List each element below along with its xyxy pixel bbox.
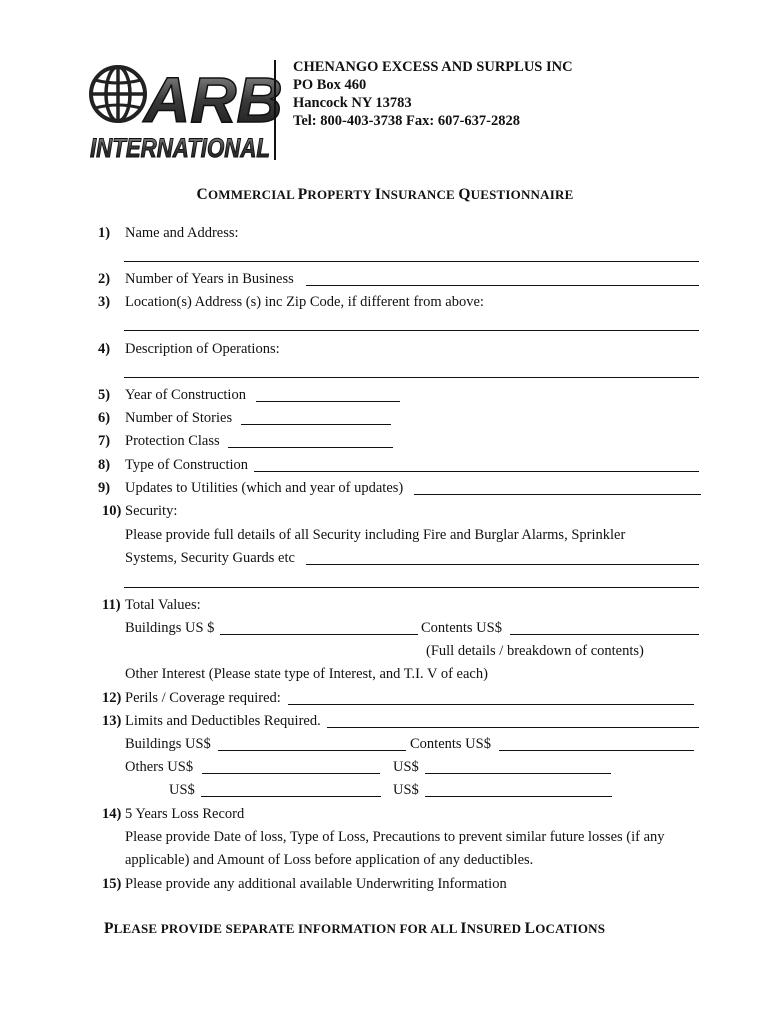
limits-us-field[interactable] <box>425 773 611 774</box>
footer-notice: PLEASE PROVIDE SEPARATE INFORMATION FOR ALL INSURED LOCATIONS <box>104 920 606 937</box>
limits-us-label: US$ <box>393 759 419 775</box>
question-number-stories: Number of Stories <box>125 410 233 426</box>
question-perils-coverage: Perils / Coverage required: <box>125 690 281 706</box>
company-po-box: PO Box 460 <box>293 77 367 93</box>
limits-us-field[interactable] <box>201 796 381 797</box>
arb-international-logo <box>88 58 288 162</box>
limits-us-label: US$ <box>393 782 419 798</box>
question-number: 5) <box>98 387 111 403</box>
globe-icon <box>88 58 288 162</box>
security-instructions-continued: Systems, Security Guards etc <box>125 550 295 566</box>
page-title: COMMERCIAL PROPERTY INSURANCE QUESTIONNAIRE <box>196 186 574 203</box>
years-in-business-field[interactable] <box>306 285 699 286</box>
limits-others-field[interactable] <box>202 773 380 774</box>
question-updates-utilities: Updates to Utilities (which and year of updates) <box>125 480 404 496</box>
limits-buildings-label: Buildings US$ <box>125 736 211 752</box>
contents-value-field[interactable] <box>510 634 699 635</box>
description-operations-field[interactable] <box>124 377 699 378</box>
protection-class-field[interactable] <box>228 447 393 448</box>
question-number: 3) <box>98 294 111 310</box>
limits-contents-field[interactable] <box>499 750 694 751</box>
buildings-value-field[interactable] <box>220 634 418 635</box>
question-name-address: Name and Address: <box>125 225 239 241</box>
name-address-field[interactable] <box>124 261 699 262</box>
question-loss-record: 5 Years Loss Record <box>125 806 245 822</box>
loss-record-instructions: Please provide Date of loss, Type of Loss, Precautions to prevent similar future losses (if any <box>125 829 665 845</box>
question-number: 11) <box>102 597 121 613</box>
question-description-operations: Description of Operations: <box>125 341 280 357</box>
question-number: 14) <box>102 806 122 822</box>
question-number: 1) <box>98 225 111 241</box>
question-year-construction: Year of Construction <box>125 387 246 403</box>
locations-field[interactable] <box>124 330 699 331</box>
limits-us-field[interactable] <box>425 796 612 797</box>
question-number: 15) <box>102 876 122 892</box>
security-instructions: Please provide full details of all Security including Fire and Burglar Alarms, Sprinkler <box>125 527 626 543</box>
limits-us-label: US$ <box>169 782 195 798</box>
question-number: 6) <box>98 410 111 426</box>
logo-subtext: INTERNATIONAL <box>90 133 270 162</box>
question-protection-class: Protection Class <box>125 433 220 449</box>
question-number: 13) <box>102 713 122 729</box>
perils-coverage-field[interactable] <box>288 704 694 705</box>
question-type-construction: Type of Construction <box>125 457 249 473</box>
company-name: CHENANGO EXCESS AND SURPLUS INC <box>293 59 573 75</box>
limits-buildings-field[interactable] <box>218 750 406 751</box>
limits-contents-label: Contents US$ <box>410 736 491 752</box>
logo-text: ARB <box>144 64 283 136</box>
buildings-us-label: Buildings US $ <box>125 620 215 636</box>
question-number: 12) <box>102 690 122 706</box>
question-locations: Location(s) Address (s) inc Zip Code, if different from above: <box>125 294 484 310</box>
question-number: 4) <box>98 341 111 357</box>
company-phone-fax: Tel: 800-403-3738 Fax: 607-637-2828 <box>293 113 521 129</box>
question-total-values: Total Values: <box>125 597 201 613</box>
question-years-in-business: Number of Years in Business <box>125 271 294 287</box>
question-number: 7) <box>98 433 111 449</box>
question-limits-deductibles: Limits and Deductibles Required. <box>125 713 321 729</box>
question-number: 2) <box>98 271 111 287</box>
other-interest-label: Other Interest (Please state type of Interest, and T.I. V of each) <box>125 666 488 682</box>
limits-deductibles-field[interactable] <box>327 727 699 728</box>
company-city: Hancock NY 13783 <box>293 95 412 111</box>
security-field[interactable] <box>306 564 699 565</box>
security-field-extra[interactable] <box>124 587 699 588</box>
number-stories-field[interactable] <box>241 424 391 425</box>
contents-breakdown-note: (Full details / breakdown of contents) <box>426 643 644 659</box>
question-number: 8) <box>98 457 111 473</box>
company-info <box>293 58 573 130</box>
loss-record-instructions-continued: applicable) and Amount of Loss before application of any deductibles. <box>125 852 534 868</box>
question-underwriting-info: Please provide any additional available Underwriting Information <box>125 876 507 892</box>
year-construction-field[interactable] <box>256 401 400 402</box>
question-number: 9) <box>98 480 111 496</box>
question-number: 10) <box>102 503 122 519</box>
updates-utilities-field[interactable] <box>414 494 701 495</box>
contents-us-label: Contents US$ <box>421 620 502 636</box>
question-security: Security: <box>125 503 178 519</box>
limits-others-label: Others US$ <box>125 759 194 775</box>
type-construction-field[interactable] <box>254 471 699 472</box>
